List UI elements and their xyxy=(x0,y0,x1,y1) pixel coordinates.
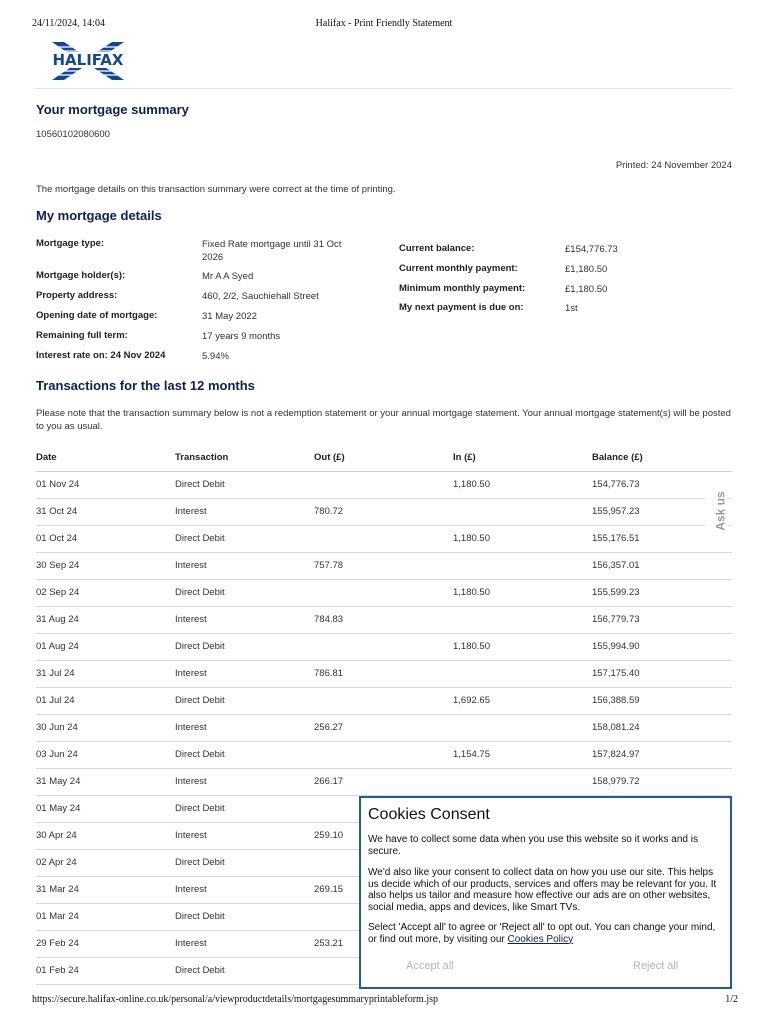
cell-balance: 155,994.90 xyxy=(592,641,640,652)
cell-transaction: Direct Debit xyxy=(175,695,225,706)
table-row xyxy=(36,607,732,634)
remaining-term-label: Remaining full term: xyxy=(36,330,128,341)
printed-date: Printed: 24 November 2024 xyxy=(615,160,732,171)
monthly-payment-value: £1,180.50 xyxy=(565,264,608,275)
cookies-paragraph-1: We have to collect some data when you use this website so it works and is secure. xyxy=(368,834,698,857)
cell-balance: 156,357.01 xyxy=(592,560,640,571)
cell-date: 31 Oct 24 xyxy=(36,506,78,517)
accept-all-button[interactable]: Accept all xyxy=(406,960,454,972)
cell-date: 31 Aug 24 xyxy=(36,614,79,625)
cell-date: 29 Feb 24 xyxy=(36,938,79,949)
cell-transaction: Interest xyxy=(175,506,207,517)
cell-transaction: Direct Debit xyxy=(175,587,225,598)
cell-date: 02 Sep 24 xyxy=(36,587,80,598)
table-row xyxy=(36,499,732,526)
cell-out: 780.72 xyxy=(314,506,344,517)
table-header xyxy=(36,444,732,472)
cell-date: 01 Aug 24 xyxy=(36,641,79,652)
cell-date: 01 Oct 24 xyxy=(36,533,78,544)
table-row xyxy=(36,742,732,769)
print-date: 24/11/2024, 14:04 xyxy=(32,18,105,29)
cell-balance: 157,175.40 xyxy=(592,668,640,679)
cell-date: 30 Jun 24 xyxy=(36,722,78,733)
cell-transaction: Direct Debit xyxy=(175,857,225,868)
cell-out: 786.81 xyxy=(314,668,344,679)
details-heading: My mortgage details xyxy=(36,208,162,223)
table-row xyxy=(36,769,732,796)
cell-date: 01 Jul 24 xyxy=(36,695,75,706)
col-out-header: Out (£) xyxy=(314,452,345,463)
cell-balance: 155,176.51 xyxy=(592,533,640,544)
cell-balance: 156,388.59 xyxy=(592,695,640,706)
table-row xyxy=(36,580,732,607)
cell-balance: 158,081.24 xyxy=(592,722,640,733)
cell-date: 01 Nov 24 xyxy=(36,479,80,490)
print-page-number: 1/2 xyxy=(725,994,738,1005)
col-date-header: Date xyxy=(36,452,57,463)
cell-transaction: Interest xyxy=(175,938,207,949)
cell-date: 01 Mar 24 xyxy=(36,911,79,922)
cell-transaction: Interest xyxy=(175,614,207,625)
table-row xyxy=(36,472,732,499)
reject-all-button[interactable]: Reject all xyxy=(633,960,679,972)
page-title: Your mortgage summary xyxy=(36,102,189,117)
halifax-logo xyxy=(50,42,126,80)
table-row xyxy=(36,688,732,715)
col-in-header: In (£) xyxy=(453,452,476,463)
opening-date-label: Opening date of mortgage: xyxy=(36,310,158,321)
cell-date: 30 Apr 24 xyxy=(36,830,77,841)
cell-transaction: Interest xyxy=(175,776,207,787)
cell-date: 02 Apr 24 xyxy=(36,857,77,868)
cell-transaction: Interest xyxy=(175,668,207,679)
cell-balance: 156,779.73 xyxy=(592,614,640,625)
minimum-payment-label: Minimum monthly payment: xyxy=(399,283,526,294)
cell-in: 1,180.50 xyxy=(453,479,490,490)
cell-date: 31 Mar 24 xyxy=(36,884,79,895)
remaining-term-value: 17 years 9 months xyxy=(202,331,281,342)
interest-rate-label: Interest rate on: 24 Nov 2024 xyxy=(36,350,166,361)
table-row xyxy=(36,526,732,553)
property-address-label: Property address: xyxy=(36,290,118,301)
cell-in: 1,180.50 xyxy=(453,587,490,598)
cell-out: 253.21 xyxy=(314,938,344,949)
cell-in: 1,692.65 xyxy=(453,695,490,706)
cell-transaction: Interest xyxy=(175,830,207,841)
mortgage-holder-value: Mr A A Syed xyxy=(202,271,254,282)
monthly-payment-label: Current monthly payment: xyxy=(399,263,518,274)
col-transaction-header: Transaction xyxy=(175,452,229,463)
accuracy-notice: The mortgage details on this transaction summary were correct at the time of printing. xyxy=(36,184,396,195)
cell-transaction: Direct Debit xyxy=(175,749,225,760)
minimum-payment-value: £1,180.50 xyxy=(565,284,608,295)
cell-transaction: Direct Debit xyxy=(175,911,225,922)
ask-us-label: Ask us xyxy=(713,491,728,531)
mortgage-holder-label: Mortgage holder(s): xyxy=(36,270,126,281)
cell-transaction: Direct Debit xyxy=(175,479,225,490)
current-balance-value: £154,776.73 xyxy=(565,244,618,255)
mortgage-type-value: Fixed Rate mortgage until 31 Oct 2026 xyxy=(202,239,342,263)
table-row xyxy=(36,634,732,661)
cell-transaction: Interest xyxy=(175,884,207,895)
print-url: https://secure.halifax-online.co.uk/personal/a/viewproductdetails/mortgagesummaryprintableform.jsp xyxy=(32,994,438,1005)
print-title: Halifax - Print Friendly Statement xyxy=(315,18,453,29)
cell-date: 01 Feb 24 xyxy=(36,965,79,976)
cookies-paragraph-3-text: Select 'Accept all' to agree or 'Reject all' to opt out. You can change your mind, or find out more, by visiting our xyxy=(368,922,716,945)
cell-in: 1,180.50 xyxy=(453,533,490,544)
current-balance-label: Current balance: xyxy=(399,243,475,254)
next-payment-label: My next payment is due on: xyxy=(399,302,524,313)
opening-date-value: 31 May 2022 xyxy=(202,311,257,322)
cell-date: 31 May 24 xyxy=(36,776,81,787)
cell-date: 31 Jul 24 xyxy=(36,668,75,679)
cell-out: 266.17 xyxy=(314,776,344,787)
cell-balance: 155,957.23 xyxy=(592,506,640,517)
cell-out: 259.10 xyxy=(314,830,344,841)
cell-transaction: Interest xyxy=(175,560,207,571)
cell-transaction: Direct Debit xyxy=(175,965,225,976)
cookies-policy-link[interactable]: Cookies Policy xyxy=(507,933,574,945)
ask-us-tab[interactable] xyxy=(705,488,729,532)
cell-date: 30 Sep 24 xyxy=(36,560,80,571)
cell-in: 1,180.50 xyxy=(453,641,490,652)
cookies-consent-dialog xyxy=(359,796,732,989)
interest-rate-value: 5.94% xyxy=(202,351,229,362)
cell-transaction: Direct Debit xyxy=(175,641,225,652)
property-address-value: 460, 2/2, Sauchiehall Street xyxy=(202,291,319,302)
col-balance-header: Balance (£) xyxy=(592,452,643,463)
cell-in: 1,154.75 xyxy=(453,749,490,760)
transactions-heading: Transactions for the last 12 months xyxy=(36,378,255,393)
next-payment-value: 1st xyxy=(565,303,578,314)
cell-out: 256.27 xyxy=(314,722,344,733)
cell-out: 269.15 xyxy=(314,884,344,895)
cell-balance: 155,599.23 xyxy=(592,587,640,598)
cell-balance: 158,979.72 xyxy=(592,776,640,787)
mortgage-type-label: Mortgage type: xyxy=(36,238,105,249)
cookies-paragraph-3 xyxy=(368,922,726,945)
table-row xyxy=(36,553,732,580)
transactions-note: Please note that the transaction summary below is not a redemption statement or your annual mortgage statement. Your annual mortgage statement(s) will be posted to you as usual. xyxy=(36,408,731,432)
cookies-title: Cookies Consent xyxy=(368,806,490,823)
cookies-paragraph-2: We'd also like your consent to collect data on how you use our site. This helps us decide which of our products, services and offers may be relevant for you. It also helps us tailor and measure how effective our ads are on other websites, social media, apps and devices, like Smart TVs. xyxy=(368,867,717,913)
cell-date: 03 Jun 24 xyxy=(36,749,78,760)
cell-transaction: Direct Debit xyxy=(175,533,225,544)
header-divider xyxy=(34,88,732,89)
table-row xyxy=(36,661,732,688)
table-row xyxy=(36,715,732,742)
cell-transaction: Interest xyxy=(175,722,207,733)
cell-balance: 157,824.97 xyxy=(592,749,640,760)
cell-balance: 154,776.73 xyxy=(592,479,640,490)
cell-date: 01 May 24 xyxy=(36,803,81,814)
logo-wordmark: HALIFAX xyxy=(50,52,126,68)
account-number: 10560102080600 xyxy=(36,129,110,140)
cell-out: 757.78 xyxy=(314,560,344,571)
cell-out: 784.83 xyxy=(314,614,344,625)
cell-transaction: Direct Debit xyxy=(175,803,225,814)
